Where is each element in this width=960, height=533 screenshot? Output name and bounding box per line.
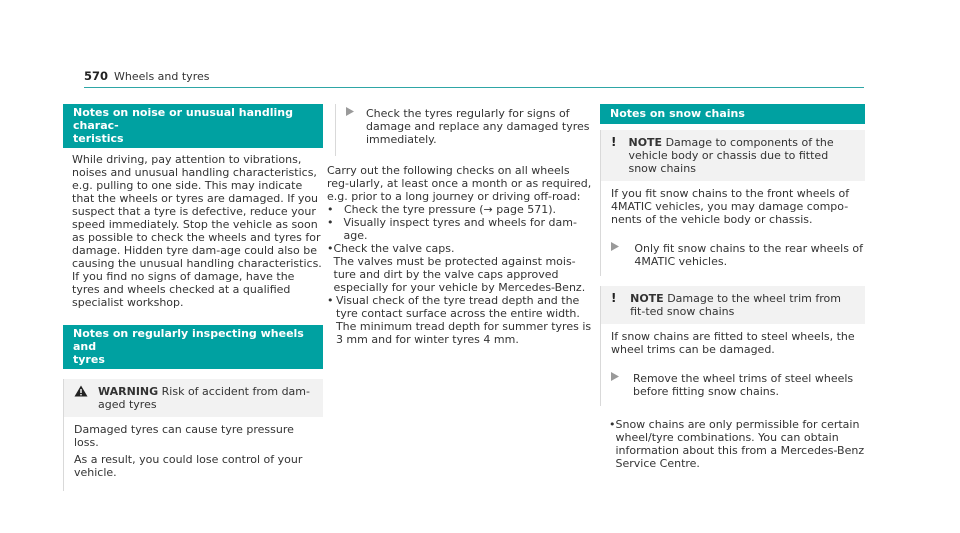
step-item — [601, 364, 865, 406]
list-item-text: Visual check of the tyre tread depth and the tyre contact surface across the entire width. — [335, 294, 580, 320]
list-item-text: Check the valve caps. — [333, 242, 455, 255]
warning-box — [63, 379, 323, 491]
warning-title: Risk of accident from dam- aged tyres — [98, 385, 310, 411]
note-body-text: If snow chains are fitted to steel wheels, the wheel trims can be damaged. — [611, 330, 855, 356]
bullet-dot-icon: • — [327, 242, 334, 255]
note-label: NOTE — [630, 292, 664, 305]
warning-triangle-icon — [74, 385, 88, 411]
warning-body — [64, 417, 323, 491]
bullet-dot-icon: • — [327, 203, 334, 216]
section-banner-snow-chains: Notes on snow chains — [600, 104, 865, 124]
note-label: NOTE — [628, 136, 663, 149]
list-item-text: Visually inspect tyres and wheels for dam-age. — [343, 216, 577, 242]
bullet-dot-icon: • — [327, 216, 334, 229]
bullet-dot-icon: • — [609, 418, 616, 431]
note-text-2 — [630, 292, 857, 318]
step-box — [335, 104, 594, 156]
column-1 — [63, 104, 323, 491]
list-item — [327, 242, 594, 294]
page-number: 570 — [84, 69, 109, 83]
checks-list — [322, 203, 594, 346]
list-item-text: Snow chains are only permissible for certain wheel/tyre combinations. You can obtain information about this from a Mercedes-Benz Service Centre. — [615, 418, 865, 470]
list-item-text: Check the tyre pressure (→ page 571). — [344, 203, 557, 216]
triangle-right-icon — [611, 372, 621, 398]
triangle-right-icon — [611, 242, 622, 268]
list-item-subtext: The valves must be protected against mois-ture and dirt by the valve caps approved especially for your vehicle by Mercedes-Benz. — [333, 255, 586, 294]
column-3 — [600, 104, 865, 470]
bullet-dot-icon: • — [327, 294, 334, 307]
list-item — [327, 216, 594, 242]
note-header-1 — [601, 130, 865, 181]
column-2 — [322, 104, 594, 346]
warning-line-1: Damaged tyres can cause tyre pressure loss. — [74, 423, 294, 449]
step-item — [601, 234, 865, 276]
exclamation-icon: ! — [611, 135, 617, 149]
step-text: Remove the wheel trims of steel wheels before fitting snow chains. — [633, 372, 854, 398]
warning-label: WARNING — [98, 385, 159, 398]
step-text: Only fit snow chains to the rear wheels of 4MATIC vehicles. — [634, 242, 864, 268]
list-item — [327, 294, 594, 346]
list-item — [609, 418, 865, 470]
section-banner-noise: Notes on noise or unusual handling charac- teristics — [63, 104, 323, 148]
paragraph-noise: While driving, pay attention to vibrations, noises and unusual handling characteristics, e.g. pulling to one side. This may indicate that the wheels or tyres are damaged. If you suspect that a tyre is defective, reduce your speed immediately. Stop the vehicle as soon as possible to check the wheels and tyres for damage. Hidden tyre dam-age could also be causing the unusual handling characteristics. If you find no signs of damage, have the tyres and wheels checked at a qualified specialist workshop. — [72, 153, 322, 309]
note-body-text: If you fit snow chains to the front wheels of 4MATIC vehicles, you may damage compo-nents of the vehicle body or chassis. — [611, 187, 850, 226]
warning-text — [98, 385, 310, 411]
snow-chains-list — [600, 418, 865, 470]
note-body-1 — [601, 181, 865, 234]
list-item — [327, 203, 594, 216]
note-box-2 — [600, 286, 865, 406]
warning-line-2: As a result, you could lose control of your vehicle. — [74, 453, 303, 479]
triangle-right-icon — [346, 107, 354, 146]
step-text: Check the tyres regularly for signs of damage and replace any damaged tyres immediately. — [366, 107, 590, 146]
note-text-1 — [628, 136, 857, 175]
note-body-2 — [601, 324, 865, 364]
exclamation-icon: ! — [611, 291, 617, 305]
note-box-1 — [600, 130, 865, 276]
page-header — [84, 70, 864, 86]
page-section-title: Wheels and tyres — [114, 70, 210, 83]
section-banner-inspecting: Notes on regularly inspecting wheels and tyres — [63, 325, 323, 369]
paragraph-checks-intro: Carry out the following checks on all wheels reg-ularly, at least once a month or as required, e.g. prior to a long journey or driving off-road: — [327, 164, 592, 203]
header-rule — [84, 87, 864, 88]
note-title: Damage to the wheel trim from fit-ted snow chains — [630, 292, 841, 318]
note-title: Damage to components of the vehicle body or chassis due to fitted snow chains — [628, 136, 834, 175]
warning-header — [64, 379, 323, 417]
note-header-2 — [601, 286, 865, 324]
step-item — [336, 104, 594, 150]
list-item-subtext: The minimum tread depth for summer tyres is 3 mm and for winter tyres 4 mm. — [335, 320, 592, 346]
